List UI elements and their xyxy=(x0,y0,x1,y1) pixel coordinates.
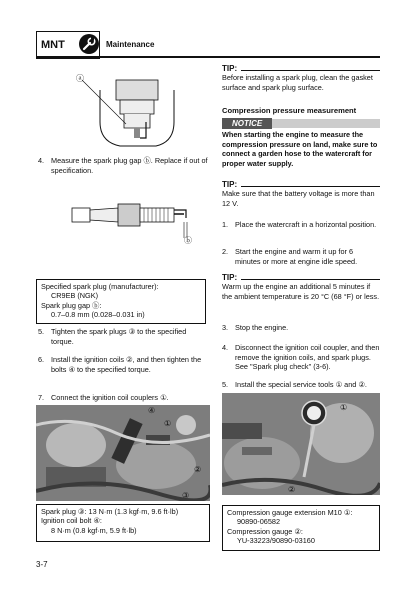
step-text: Install the ignition coils ②, and then tighten the bolts ④ to the specified torque. xyxy=(51,355,202,374)
label-a: ⓐ xyxy=(76,74,84,83)
spec-value: CR9EB (NGK) xyxy=(51,291,99,301)
torque-spec-box xyxy=(36,504,210,542)
spec-line: Spark plug gap ⓑ: xyxy=(41,300,102,310)
step-text: Start the engine and warm it up for 6 minutes or more at engine idle speed. xyxy=(235,247,358,266)
tip-1 xyxy=(222,64,380,92)
tip-label: TIP: xyxy=(222,180,238,189)
tool-line: Compression gauge extension M10 ①: xyxy=(227,508,353,517)
tip-rule xyxy=(241,279,380,280)
tool-value: 90890-06582 xyxy=(237,517,281,527)
spec-line: Specified spark plug (manufacturer): xyxy=(41,282,159,291)
tip-text: Make sure that the battery voltage is more than 12 V. xyxy=(222,189,375,208)
page-number: 3-7 xyxy=(36,560,48,569)
section-heading: Compression pressure measurement xyxy=(222,106,357,115)
step-text: Install the special service tools ① and ②. xyxy=(235,380,367,389)
section-code: MNT xyxy=(41,39,65,51)
page-title: Maintenance xyxy=(106,40,155,49)
notice-bar xyxy=(272,119,380,128)
tip-rule xyxy=(241,186,380,187)
callout-2: ② xyxy=(288,485,296,494)
step-number: 2. xyxy=(222,247,229,256)
section-badge xyxy=(36,31,100,59)
step-text: Stop the engine. xyxy=(235,323,289,332)
ignition-coil-photo xyxy=(36,405,210,501)
notice-label: NOTICE xyxy=(222,118,272,129)
step-number: 5. xyxy=(38,327,45,336)
step-number: 1. xyxy=(222,220,229,229)
tool-line: Compression gauge ②: xyxy=(227,526,303,536)
step-number: 6. xyxy=(38,355,45,364)
step-number: 5. xyxy=(222,380,229,389)
step-number: 4. xyxy=(38,156,45,165)
torque-line: Spark plug ③: 13 N·m (1.3 kgf·m, 9.6 ft·lb) xyxy=(41,507,179,516)
special-tool-box xyxy=(222,505,380,551)
spec-value: 0.7–0.8 mm (0.028–0.031 in) xyxy=(51,310,145,320)
compression-gauge-photo xyxy=(222,393,380,495)
tip-label: TIP: xyxy=(222,273,238,282)
torque-line: Ignition coil bolt ④: xyxy=(41,516,102,526)
spark-plug-spec-box xyxy=(36,279,206,324)
callout-1: ① xyxy=(340,403,348,412)
tip-rule xyxy=(241,70,380,71)
step-text: Connect the ignition coil couplers ①. xyxy=(51,393,169,402)
step-number: 7. xyxy=(38,393,45,402)
tip-label: TIP: xyxy=(222,64,238,73)
header-divider xyxy=(36,56,380,58)
tip-text: Warm up the engine an additional 5 minutes if the ambient temperature is 20 °C (68 °F) or less. xyxy=(222,282,380,301)
tip-3 xyxy=(222,273,380,301)
spark-plug-side-diagram xyxy=(70,198,204,250)
tool-value: YU-33223/90890-03160 xyxy=(237,536,315,546)
tip-text: Before installing a spark plug, clean the gasket surface and spark plug surface. xyxy=(222,73,373,92)
step-number: 4. xyxy=(222,343,229,352)
spark-plug-gap-diagram-top xyxy=(70,72,202,154)
wrench-icon xyxy=(79,34,99,54)
notice-text: When starting the engine to measure the compression pressure on land, make sure to connect a garden hose to the watercraft for proper water supply. xyxy=(222,130,378,168)
step-text: Disconnect the ignition coil coupler, and then remove the ignition coils, and spark plugs. See "Spark plug check" (3-6). xyxy=(235,343,380,372)
callout-2: ② xyxy=(194,465,202,474)
notice-block xyxy=(222,118,380,168)
step-text: Tighten the spark plugs ③ to the specified torque. xyxy=(51,327,187,346)
label-b: ⓑ xyxy=(184,236,192,245)
step-number: 3. xyxy=(222,323,229,332)
step-text: Measure the spark plug gap ⓑ. Replace if out of specification. xyxy=(51,156,208,175)
torque-value: 8 N·m (0.8 kgf·m, 5.9 ft·lb) xyxy=(51,525,137,535)
callout-4: ④ xyxy=(148,406,156,415)
tip-2 xyxy=(222,180,380,208)
callout-3: ③ xyxy=(182,491,190,500)
callout-1: ① xyxy=(164,419,172,428)
step-text: Place the watercraft in a horizontal position. xyxy=(235,220,377,229)
